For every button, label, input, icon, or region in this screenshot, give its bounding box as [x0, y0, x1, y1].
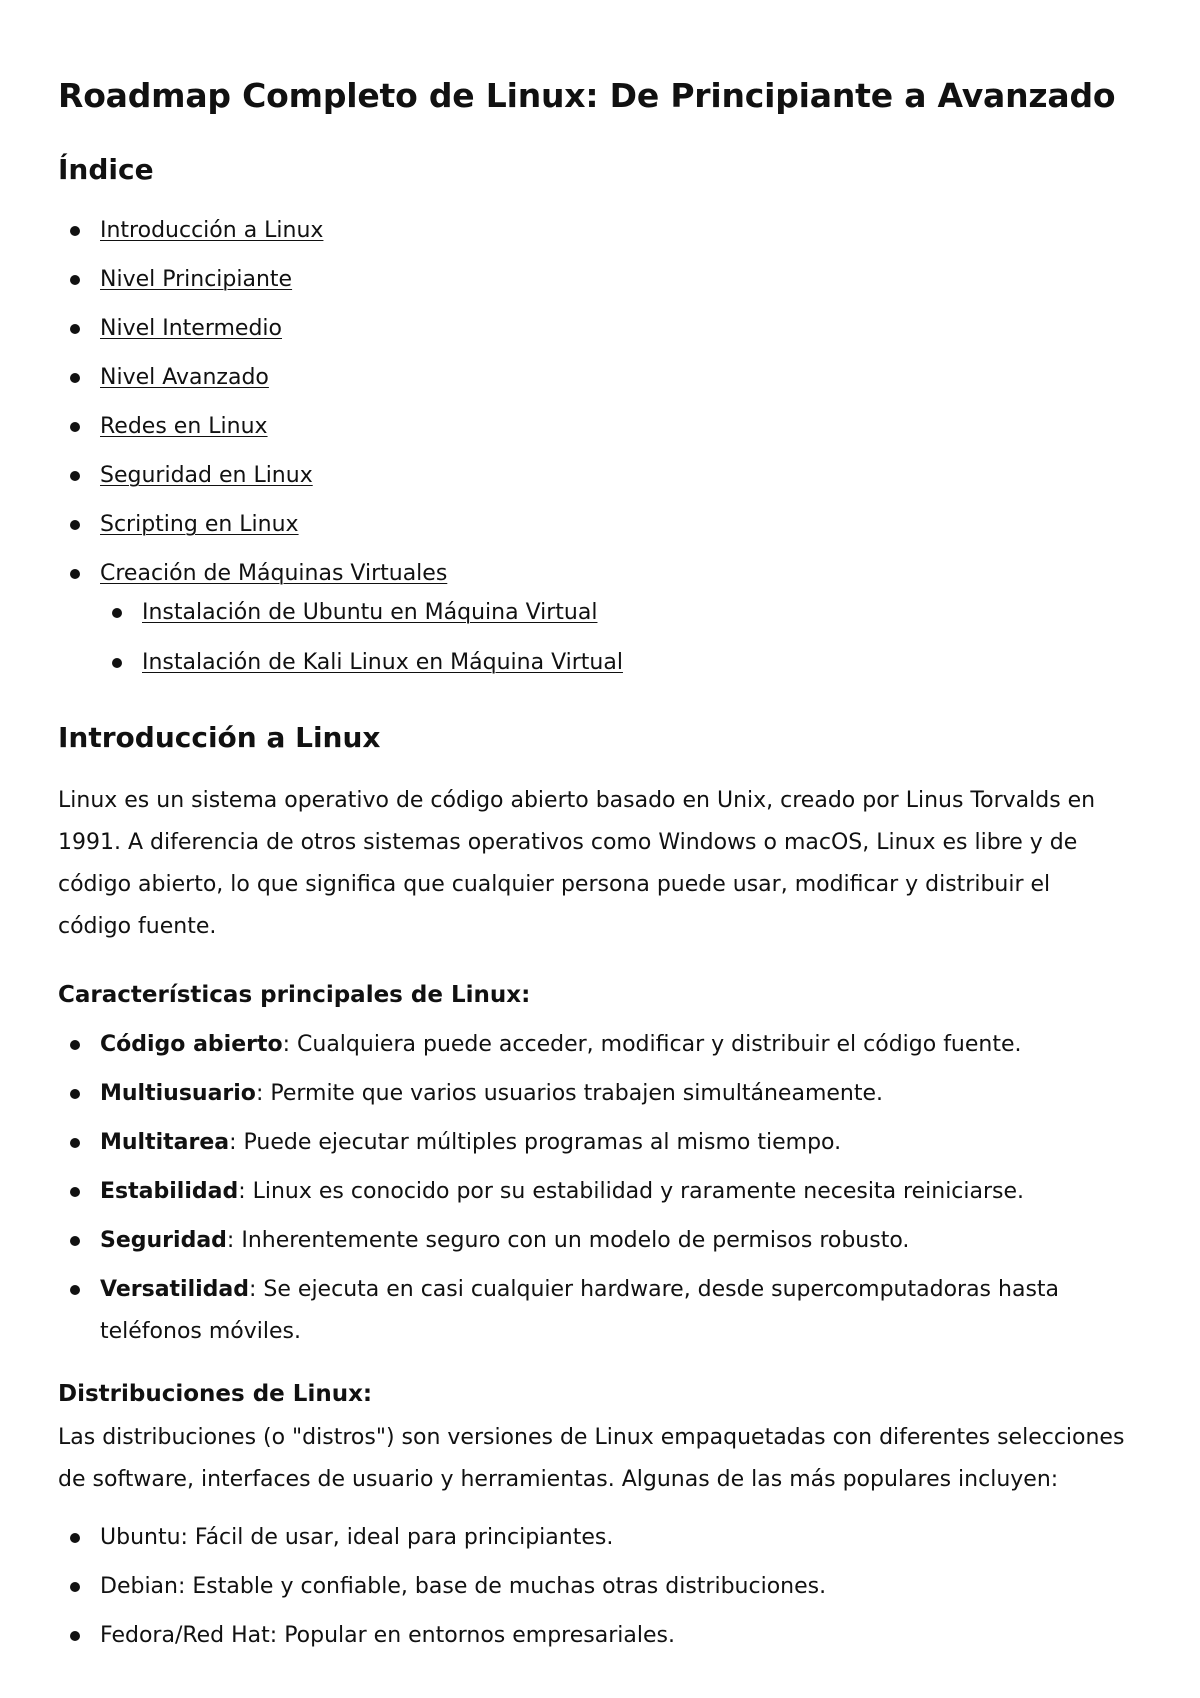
feature-term: Estabilidad [100, 1179, 239, 1204]
document-title: Roadmap Completo de Linux: De Principiante a Avanzado [58, 76, 1116, 115]
distros-list [58, 1517, 1130, 1657]
distro-item: Debian: Estable y confiable, base de muchas otras distribuciones. [58, 1566, 1130, 1608]
feature-desc: : Permite que varios usuarios trabajen simultáneamente. [255, 1081, 884, 1106]
feature-term: Código abierto [100, 1032, 283, 1057]
feature-desc: : Linux es conocido por su estabilidad y raramente necesita reiniciarse. [238, 1179, 1025, 1204]
distro-item: Fedora/Red Hat: Popular en entornos empresariales. [58, 1615, 1130, 1657]
feature-desc: : Cualquiera puede acceder, modificar y distribuir el código fuente. [282, 1032, 1022, 1057]
feature-term: Multiusuario [100, 1081, 256, 1106]
toc-link-avanzado[interactable]: Nivel Avanzado [100, 365, 269, 390]
toc-subitem [100, 592, 1130, 634]
section-heading-distribuciones: Distribuciones de Linux: [58, 1381, 373, 1407]
distros-paragraph: Las distribuciones (o "distros") son versiones de Linux empaquetadas con diferentes selecciones de software, interfaces de usuario y herramientas. Algunas de las más populares incluyen: [58, 1425, 1125, 1492]
feature-item [58, 1269, 1130, 1353]
feature-term: Versatilidad [100, 1277, 250, 1302]
toc-link-intermedio[interactable]: Nivel Intermedio [100, 316, 282, 341]
toc-link-principiante[interactable]: Nivel Principiante [100, 267, 293, 292]
feature-item [58, 1073, 1130, 1115]
toc-link-redes[interactable]: Redes en Linux [100, 414, 268, 439]
toc-link-seguridad[interactable]: Seguridad en Linux [100, 463, 313, 488]
feature-item [58, 1220, 1130, 1262]
toc-item [58, 553, 1130, 684]
toc-link-introduccion[interactable]: Introducción a Linux [100, 218, 324, 243]
feature-item [58, 1024, 1130, 1066]
intro-paragraph: Linux es un sistema operativo de código abierto basado en Unix, creado por Linus Torvalds en 1991. A diferencia de otros sistemas operativos como Windows o macOS, Linux es libre y de código abierto, lo que significa que cualquier persona puede usar, modificar y distribuir el código fuente. [58, 788, 1096, 939]
toc-subitem [100, 642, 1130, 684]
feature-desc: : Puede ejecutar múltiples programas al mismo tiempo. [229, 1130, 842, 1155]
feature-item [58, 1171, 1130, 1213]
toc-item [58, 455, 1130, 497]
table-of-contents [58, 210, 1130, 684]
toc-item [58, 357, 1130, 399]
toc-item [58, 259, 1130, 301]
toc-item [58, 210, 1130, 252]
toc-link-kali-vm[interactable]: Instalación de Kali Linux en Máquina Virtual [142, 650, 623, 675]
distro-item: Ubuntu: Fácil de usar, ideal para principiantes. [58, 1517, 1130, 1559]
toc-sublist [100, 592, 1130, 684]
toc-heading: Índice [58, 153, 154, 186]
toc-link-scripting[interactable]: Scripting en Linux [100, 512, 299, 537]
section-heading-introduccion: Introducción a Linux [58, 721, 381, 754]
feature-term: Multitarea [100, 1130, 230, 1155]
feature-desc: : Inherentemente seguro con un modelo de permisos robusto. [226, 1228, 910, 1253]
toc-item [58, 406, 1130, 448]
section-heading-caracteristicas: Características principales de Linux: [58, 982, 531, 1008]
feature-item [58, 1122, 1130, 1164]
toc-link-ubuntu-vm[interactable]: Instalación de Ubuntu en Máquina Virtual [142, 600, 598, 625]
features-list [58, 1024, 1130, 1353]
toc-item [58, 308, 1130, 350]
toc-link-maquinas-virtuales[interactable]: Creación de Máquinas Virtuales [100, 561, 448, 586]
toc-item [58, 504, 1130, 546]
feature-desc: : Se ejecuta en casi cualquier hardware, desde supercomputadoras hasta teléfonos móviles. [100, 1277, 1060, 1344]
feature-term: Seguridad [100, 1228, 227, 1253]
